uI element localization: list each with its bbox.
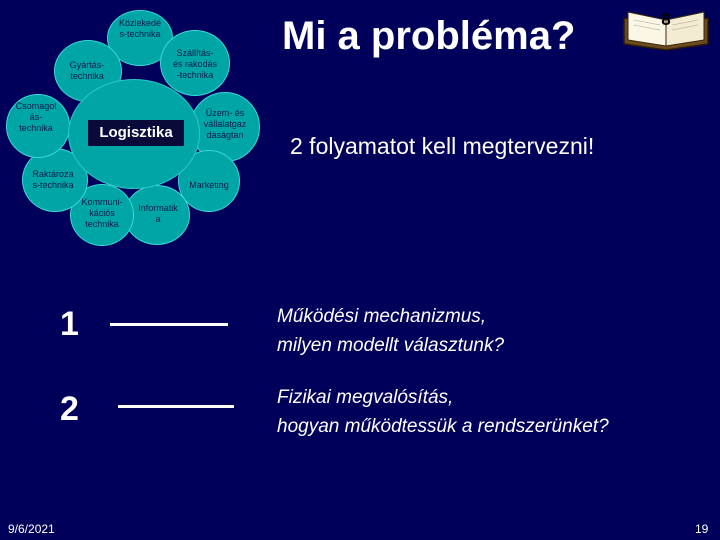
satellite-label-uzem: Üzem- és vállalatgaz daságtan	[203, 108, 247, 140]
item-number-1: 1	[60, 305, 79, 343]
satellite-label-kommunikacio: Kommuni- kációs technika	[81, 197, 123, 229]
item-1-line-2: milyen modellt választunk?	[277, 335, 505, 356]
footer-date: 9/6/2021	[8, 522, 55, 536]
item-dash-2	[118, 405, 234, 408]
satellite-label-gyartas: Gyártás- technika	[69, 60, 105, 81]
item-number-2: 2	[60, 390, 79, 428]
subtitle: 2 folyamatot kell megtervezni!	[290, 133, 595, 159]
book-badge: 8	[661, 10, 671, 29]
logistics-diagram	[0, 0, 280, 250]
book-icon	[620, 4, 712, 52]
footer-page-number: 19	[695, 522, 709, 536]
item-2-line-1: Fizikai megvalósítás,	[277, 387, 454, 408]
item-dash-1	[110, 323, 228, 326]
satellite-label-raktarozas: Raktároza s-technika	[32, 169, 74, 190]
item-2-line-2: hogyan működtessük a rendszerünket?	[277, 416, 609, 437]
satellite-label-szallitas: Szállítás- és rakodás -technika	[172, 48, 218, 80]
satellite-label-informatika: Informatik a	[138, 203, 178, 224]
satellite-label-marketing: Marketing	[189, 180, 229, 190]
satellite-label-csomagolas: Csomagol ás- technika	[15, 101, 57, 133]
center-label: Logisztika	[88, 120, 184, 146]
item-text-2	[277, 383, 609, 441]
slide-title: Mi a probléma?	[282, 14, 576, 58]
item-1-line-1: Működési mechanizmus,	[277, 306, 487, 327]
item-text-1	[277, 302, 504, 360]
satellite-label-kozlekedes: Közlekedé s-technika	[118, 18, 162, 39]
